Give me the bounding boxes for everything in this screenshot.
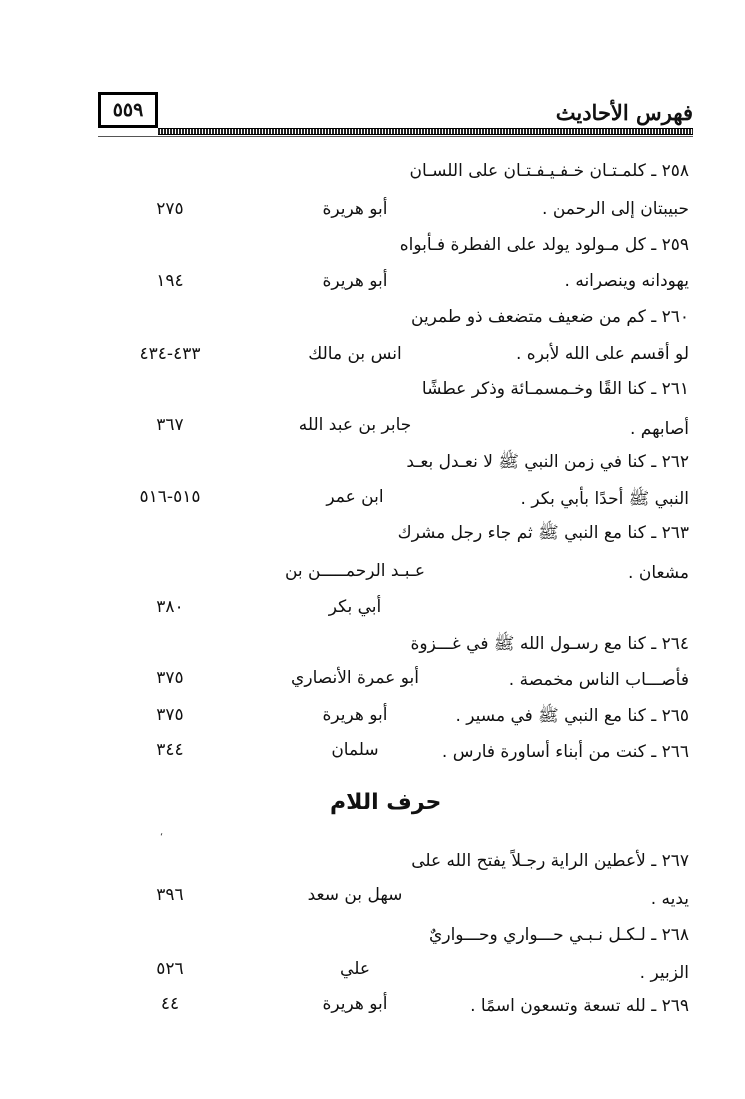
section-heading: حرف اللام [330, 790, 442, 815]
hadith-263-narrator-cont: أبي بكر [328, 597, 382, 617]
hadith-266-ref: ٣٤٤ [156, 740, 184, 760]
header-rule [158, 128, 693, 135]
speck-mark: ‘ [160, 832, 164, 843]
hadith-268-ref: ٥٢٦ [156, 959, 184, 979]
hadith-267-line2: يديه . [650, 889, 689, 909]
header-rule-thin [98, 136, 693, 137]
hadith-258-line2: حبيبتان إلى الرحمن . [542, 199, 689, 219]
hadith-260-ref: ٤٣٣-٤٣٤ [139, 344, 201, 364]
hadith-263-line1: ٢٦٣ ـ كنا مع النبي ﷺ ثم جاء رجل مشرك [397, 523, 689, 543]
hadith-263-narrator: عـبـد الرحمـــــن بن [284, 561, 426, 581]
hadith-269-ref: ٤٤ [160, 994, 180, 1014]
hadith-264-ref: ٣٧٥ [156, 668, 184, 688]
hadith-265-ref: ٣٧٥ [156, 705, 184, 725]
page-number-box [98, 92, 158, 128]
hadith-261-line1: ٢٦١ ـ كنا القًا وخـمسمـائة وذكر عطشًا [421, 379, 689, 399]
hadith-267-ref: ٣٩٦ [156, 885, 184, 905]
hadith-263-line2: مشعان . [628, 563, 689, 583]
page-title: فهرس الأحاديث [555, 100, 693, 125]
hadith-262-ref: ٥١٥-٥١٦ [139, 487, 201, 507]
hadith-262-narrator: ابن عمر [326, 487, 384, 507]
hadith-264-line1: ٢٦٤ ـ كنا مع رسـول الله ﷺ في غـــزوة [410, 634, 689, 654]
hadith-261-ref: ٣٦٧ [156, 415, 184, 435]
hadith-267-narrator: سهل بن سعد [307, 885, 403, 905]
hadith-260-narrator: انس بن مالك [308, 344, 402, 364]
hadith-261-line2: أصابهم . [629, 419, 689, 439]
hadith-262-line1: ٢٦٢ ـ كنا في زمن النبي ﷺ لا نعـدل بعـد [406, 452, 689, 472]
hadith-259-ref: ١٩٤ [156, 271, 184, 291]
hadith-266-narrator: سلمان [331, 740, 379, 760]
hadith-260-line2: لو أقسم على الله لأبره . [515, 344, 689, 364]
hadith-258-ref: ٢٧٥ [156, 199, 184, 219]
hadith-264-line2: فأصـــاب الناس مخمصة . [508, 670, 689, 690]
hadith-259-narrator: أبو هريرة [322, 271, 388, 291]
hadith-265-narrator: أبو هريرة [322, 705, 388, 725]
hadith-268-line2: الزبير . [639, 963, 689, 983]
hadith-263-ref: ٣٨٠ [156, 597, 184, 617]
hadith-258-line1: ٢٥٨ ـ كلمـتـان خـفـيـفـتـان على اللسـان [409, 161, 689, 181]
hadith-264-narrator: أبو عمرة الأنصاري [291, 668, 419, 688]
hadith-259-line2: يهودانه وينصرانه . [564, 271, 689, 291]
hadith-268-narrator: علي [340, 959, 370, 979]
hadith-269-line1: ٢٦٩ ـ لله تسعة وتسعون اسمًا . [470, 996, 689, 1016]
hadith-268-line1: ٢٦٨ ـ لـكـل نـبـي حـــواري وحـــواريٌ [429, 925, 689, 945]
hadith-267-line1: ٢٦٧ ـ لأعطين الراية رجـلاً يفتح الله على [411, 851, 689, 871]
hadith-259-line1: ٢٥٩ ـ كل مـولود يولد على الفطرة فـأبواه [399, 235, 689, 255]
hadith-265-line1: ٢٦٥ ـ كنا مع النبي ﷺ في مسير . [455, 706, 689, 726]
hadith-266-line1: ٢٦٦ ـ كنت من أبناء أساورة فارس . [441, 742, 689, 762]
hadith-262-line2: النبي ﷺ أحدًا بأبي بكر . [520, 489, 689, 509]
page-number: ٥٥٩ [112, 99, 144, 121]
hadith-269-narrator: أبو هريرة [322, 994, 388, 1014]
hadith-261-narrator: جابر بن عبد الله [298, 415, 412, 435]
hadith-258-narrator: أبو هريرة [322, 199, 388, 219]
hadith-260-line1: ٢٦٠ ـ كم من ضعيف متضعف ذو طمرين [411, 307, 689, 327]
